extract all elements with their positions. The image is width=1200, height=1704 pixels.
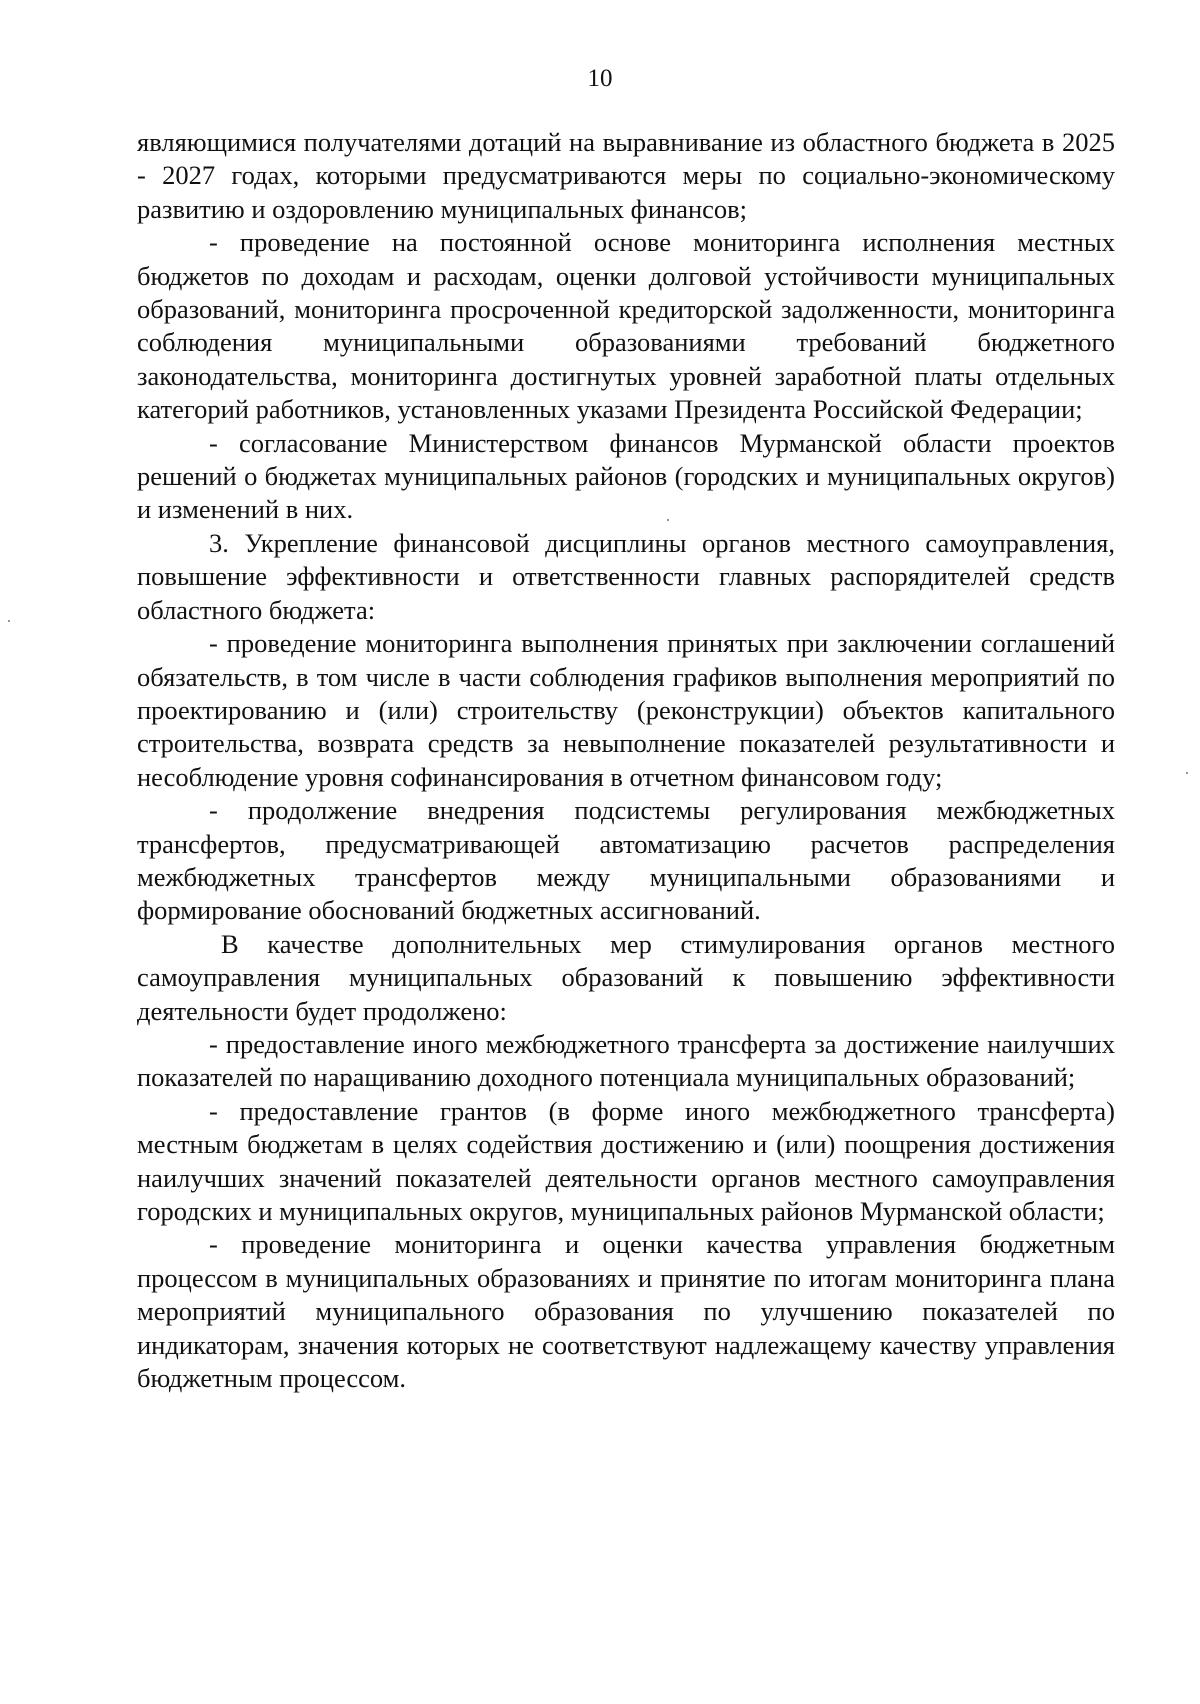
paragraph-approval-budgets: - согласование Министерством финансов Мурманской области проектов решений о бюджетах муниципальных районов (городских и муниципальных округов) и изменений в них.: [137, 427, 1115, 525]
paragraph-budget-quality-monitoring: - проведение мониторинга и оценки качества управления бюджетным процессом в муниципальных образованиях и принятие по итогам мониторинга плана мероприятий муниципального образования по улучшению показателей по индикаторам, значения которых не соответствуют надлежащему качеству управления бюджетным процессом.: [137, 1229, 1115, 1394]
paragraph-grants: - предоставление грантов (в форме иного межбюджетного трансферта) местным бюджетам в целях содействия достижению и (или) поощрения достижения наилучших значений показателей деятельности органов местного самоуправления городских и муниципальных округов, муниципальных районов Мурманской области;: [137, 1095, 1115, 1226]
scan-speck: [8, 620, 10, 622]
paragraph-monitoring-budgets: - проведение на постоянной основе мониторинга исполнения местных бюджетов по доходам и расходам, оценки долговой устойчивости муниципальных образований, мониторинга просроченной кредиторской задолженности, мониторинга соблюдения муниципальными образованиями требований бюджетного законодательства, мониторинга достигнутых уровней заработной платы отдельных категорий работников, установленных указами Президента Российской Федерации;: [137, 227, 1115, 425]
document-body: [137, 126, 1115, 1395]
paragraph-continuation: являющимися получателями дотаций на выравнивание из областного бюджета в 2025 - 2027 годах, которыми предусматриваются меры по социально-экономическому развитию и оздоровлению муниципальных финансов;: [137, 127, 1115, 224]
page-number: 10: [587, 65, 613, 92]
paragraph-additional-measures: В качестве дополнительных мер стимулирования органов местного самоуправления муниципальных образований к повышению эффективности деятельности будет продолжено:: [137, 928, 1115, 1026]
paragraph-monitoring-agreements: - проведение мониторинга выполнения принятых при заключении соглашений обязательств, в том числе в части соблюдения графиков выполнения мероприятий по проектированию и (или) строительству (реконструкции) объектов капитального строительства, возврата средств за невыполнение показателей результативности и несоблюдение уровня софинансирования в отчетном финансовом году;: [137, 628, 1115, 792]
paragraph-transfer-income-potential: - предоставление иного межбюджетного трансферта за достижение наилучших показателей по наращиванию доходного потенциала муниципальных образований;: [137, 1028, 1115, 1093]
scan-speck: [1186, 772, 1188, 774]
paragraph-section-3-heading: 3. Укрепление финансовой дисциплины органов местного самоуправления, повышение эффективности и ответственности главных распорядителей средств областного бюджета:: [137, 527, 1115, 625]
scan-speck: [667, 519, 669, 521]
paragraph-transfers-subsystem: - продолжение внедрения подсистемы регулирования межбюджетных трансфертов, предусматривающей автоматизацию расчетов распределения межбюджетных трансфертов между муниципальными образованиями и формирование обоснований бюджетных ассигнований.: [137, 795, 1115, 926]
